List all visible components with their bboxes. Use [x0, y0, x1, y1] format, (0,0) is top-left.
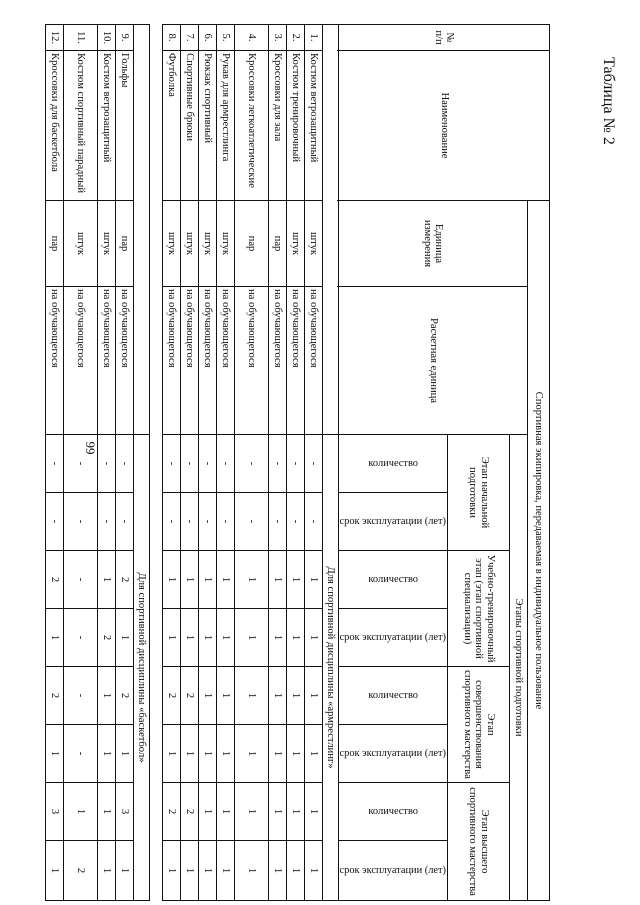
- row-value: 1: [286, 609, 304, 667]
- row-calc: на обучающегося: [162, 287, 180, 435]
- row-name: Рюкзак спортивный: [198, 51, 216, 201]
- header-stage-3: Этап совершенствования спортивного мастерства: [448, 667, 510, 783]
- row-value: 1: [234, 551, 268, 609]
- row-value: 1: [216, 667, 234, 725]
- table-row: [162, 25, 180, 901]
- row-value: 1: [304, 725, 322, 783]
- table-row: [216, 25, 234, 901]
- row-value: -: [216, 435, 234, 493]
- row-value: -: [286, 493, 304, 551]
- row-value: 1: [304, 551, 322, 609]
- header-name: Наименование: [338, 51, 549, 201]
- row-value: -: [97, 435, 115, 493]
- row-value: 1: [198, 841, 216, 901]
- row-value: 1: [286, 841, 304, 901]
- row-value: 1: [162, 841, 180, 901]
- row-name: Кроссовки для зала: [268, 51, 286, 201]
- row-name: Костюм ветрозащитный: [97, 51, 115, 201]
- row-value: -: [63, 551, 97, 609]
- row-value: 1: [198, 783, 216, 841]
- row-value: 1: [162, 551, 180, 609]
- section-title: Для спортивной дисциплины «баскетбол»: [133, 435, 149, 901]
- header-stage-4: Этап высшего спортивного мастерства: [448, 783, 510, 901]
- row-value: 2: [97, 609, 115, 667]
- row-name: Кроссовки для баскетбола: [45, 51, 63, 201]
- header-qty: количество: [338, 783, 447, 841]
- header-num: № п/п: [338, 25, 549, 51]
- header-qty: количество: [338, 551, 447, 609]
- row-value: 2: [180, 667, 198, 725]
- row-value: -: [97, 493, 115, 551]
- header-qty: количество: [338, 667, 447, 725]
- row-value: -: [63, 435, 97, 493]
- row-unit: штук: [162, 201, 180, 287]
- row-value: 2: [45, 551, 63, 609]
- row-value: 3: [45, 783, 63, 841]
- row-value: -: [45, 493, 63, 551]
- table-row: [286, 25, 304, 901]
- row-value: 1: [97, 841, 115, 901]
- row-unit: штук: [286, 201, 304, 287]
- row-value: 1: [234, 725, 268, 783]
- header-term: срок эксплуатации (лет): [338, 609, 447, 667]
- row-value: 2: [45, 667, 63, 725]
- row-value: 3: [115, 783, 133, 841]
- row-unit: штук: [198, 201, 216, 287]
- row-value: 2: [115, 551, 133, 609]
- row-value: 1: [115, 609, 133, 667]
- section-title: Для спортивной дисциплины «армрестлинг»: [322, 435, 338, 901]
- row-value: -: [286, 435, 304, 493]
- row-value: 2: [180, 783, 198, 841]
- header-term: срок эксплуатации (лет): [338, 841, 447, 901]
- row-value: 1: [180, 609, 198, 667]
- row-unit: штук: [216, 201, 234, 287]
- row-calc: на обучающегося: [234, 287, 268, 435]
- row-value: 1: [286, 551, 304, 609]
- row-value: 1: [268, 841, 286, 901]
- row-value: 1: [45, 609, 63, 667]
- header-stage-1: Этап начальной подготовки: [448, 435, 510, 551]
- row-value: 1: [304, 667, 322, 725]
- row-value: -: [304, 435, 322, 493]
- row-value: -: [63, 667, 97, 725]
- row-value: 1: [268, 609, 286, 667]
- row-value: 1: [115, 841, 133, 901]
- row-value: -: [180, 493, 198, 551]
- row-value: 1: [63, 783, 97, 841]
- equipment-table: [45, 24, 550, 901]
- table-row: [198, 25, 216, 901]
- row-name: Костюм спортивный парадный: [63, 51, 97, 201]
- header-stage-2: Учебно-тренировочный этап (этап спортивной специализации): [448, 551, 510, 667]
- row-value: 1: [45, 725, 63, 783]
- row-unit: пар: [234, 201, 268, 287]
- row-value: 2: [63, 841, 97, 901]
- table-row: [115, 25, 133, 901]
- row-value: 1: [216, 609, 234, 667]
- row-value: -: [198, 435, 216, 493]
- row-value: -: [304, 493, 322, 551]
- row-value: 1: [234, 841, 268, 901]
- row-value: -: [63, 609, 97, 667]
- row-value: 1: [198, 667, 216, 725]
- table-row: [45, 25, 63, 901]
- row-value: -: [45, 435, 63, 493]
- row-calc: на обучающегося: [63, 287, 97, 435]
- row-value: 1: [198, 725, 216, 783]
- row-name: Костюм тренировочный: [286, 51, 304, 201]
- row-num: 6.: [198, 25, 216, 51]
- table-row: [97, 25, 115, 901]
- table-row: [304, 25, 322, 901]
- row-value: -: [234, 493, 268, 551]
- row-name: Футболка: [162, 51, 180, 201]
- row-unit: штук: [97, 201, 115, 287]
- row-value: 1: [162, 725, 180, 783]
- row-unit: пар: [268, 201, 286, 287]
- row-value: -: [63, 493, 97, 551]
- row-name: Рукав для армрестлинга: [216, 51, 234, 201]
- row-value: 2: [162, 667, 180, 725]
- row-calc: на обучающегося: [304, 287, 322, 435]
- row-unit: пар: [115, 201, 133, 287]
- row-value: 1: [286, 725, 304, 783]
- row-name: Кроссовки легкоатлетические: [234, 51, 268, 201]
- row-value: 1: [268, 551, 286, 609]
- row-value: 1: [304, 783, 322, 841]
- row-value: 1: [286, 667, 304, 725]
- table-row: [63, 25, 97, 901]
- table-caption: Таблица № 2: [600, 57, 618, 145]
- row-calc: на обучающегося: [216, 287, 234, 435]
- header-calc: Расчетная единица: [338, 287, 527, 435]
- row-calc: на обучающегося: [268, 287, 286, 435]
- row-calc: на обучающегося: [198, 287, 216, 435]
- row-value: 1: [162, 609, 180, 667]
- header-top: Спортивная экипировка, передаваемая в индивидуальное пользование: [528, 201, 550, 901]
- row-value: 1: [304, 609, 322, 667]
- row-value: 1: [97, 551, 115, 609]
- row-name: Костюм ветрозащитный: [304, 51, 322, 201]
- header-unit: Единица измерения: [338, 201, 527, 287]
- row-value: -: [115, 435, 133, 493]
- row-value: -: [198, 493, 216, 551]
- header-stages-group: Этапы спортивной подготовки: [510, 435, 528, 901]
- row-num: 11.: [63, 25, 97, 51]
- row-num: 12.: [45, 25, 63, 51]
- row-value: -: [162, 493, 180, 551]
- row-value: 1: [304, 841, 322, 901]
- row-name: Гольфы: [115, 51, 133, 201]
- row-calc: на обучающегося: [97, 287, 115, 435]
- row-value: 1: [97, 725, 115, 783]
- row-unit: штук: [180, 201, 198, 287]
- header-term: срок эксплуатации (лет): [338, 725, 447, 783]
- row-value: 1: [97, 667, 115, 725]
- row-num: 5.: [216, 25, 234, 51]
- row-calc: на обучающегося: [180, 287, 198, 435]
- row-value: -: [234, 435, 268, 493]
- row-calc: на обучающегося: [45, 287, 63, 435]
- row-value: -: [268, 493, 286, 551]
- row-value: 1: [216, 841, 234, 901]
- row-value: -: [268, 435, 286, 493]
- row-value: -: [63, 725, 97, 783]
- table-row: [268, 25, 286, 901]
- row-value: 1: [115, 725, 133, 783]
- row-value: -: [115, 493, 133, 551]
- row-value: 1: [216, 783, 234, 841]
- row-value: 1: [268, 783, 286, 841]
- row-value: 1: [45, 841, 63, 901]
- row-num: 7.: [180, 25, 198, 51]
- row-value: 1: [180, 551, 198, 609]
- row-value: 1: [216, 725, 234, 783]
- row-value: -: [180, 435, 198, 493]
- row-calc: на обучающегося: [286, 287, 304, 435]
- header-term: срок эксплуатации (лет): [338, 493, 447, 551]
- row-num: 1.: [304, 25, 322, 51]
- row-num: 2.: [286, 25, 304, 51]
- row-value: 1: [268, 725, 286, 783]
- row-num: 4.: [234, 25, 268, 51]
- row-name: Спортивные брюки: [180, 51, 198, 201]
- row-num: 8.: [162, 25, 180, 51]
- row-value: -: [162, 435, 180, 493]
- row-value: 1: [180, 841, 198, 901]
- page-number: 99: [83, 441, 98, 455]
- row-value: 2: [162, 783, 180, 841]
- row-value: 1: [234, 609, 268, 667]
- row-num: 3.: [268, 25, 286, 51]
- row-value: 1: [97, 783, 115, 841]
- table-row: [234, 25, 268, 901]
- row-value: 1: [234, 667, 268, 725]
- row-value: 1: [198, 609, 216, 667]
- header-qty: количество: [338, 435, 447, 493]
- row-value: 1: [180, 725, 198, 783]
- row-unit: пар: [45, 201, 63, 287]
- row-num: 9.: [115, 25, 133, 51]
- row-value: 1: [234, 783, 268, 841]
- row-calc: на обучающегося: [115, 287, 133, 435]
- row-value: 1: [268, 667, 286, 725]
- row-unit: штук: [304, 201, 322, 287]
- row-value: 1: [286, 783, 304, 841]
- row-value: -: [216, 493, 234, 551]
- row-unit: штук: [63, 201, 97, 287]
- row-value: 1: [198, 551, 216, 609]
- row-value: 2: [115, 667, 133, 725]
- row-num: 10.: [97, 25, 115, 51]
- table-row: [180, 25, 198, 901]
- row-value: 1: [216, 551, 234, 609]
